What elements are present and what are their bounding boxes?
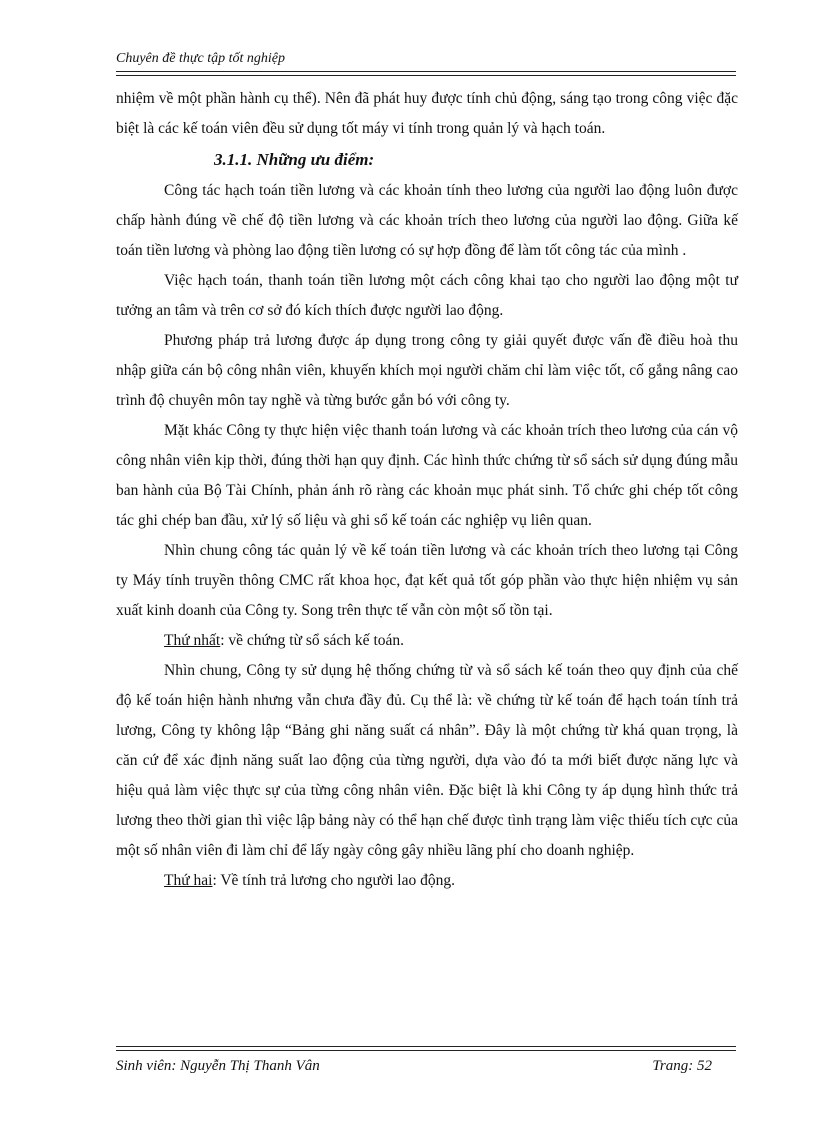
second-point-label: Thứ hai <box>164 872 213 889</box>
header-divider <box>116 71 736 76</box>
paragraph-3: Phương pháp trả lương được áp dụng trong công ty giải quyết được vấn đề điều hoà thu nhập giữa cán bộ công nhân viên, khuyến khích mọi người chăm chỉ làm việc tốt, cố gắng nâng cao trình độ chuyên môn tay nghề và từng bước gắn bó với công ty. <box>116 332 738 409</box>
section-heading: 3.1.1. Những ưu điểm: <box>214 150 375 169</box>
paragraph-continuation: nhiệm về một phần hành cụ thể). Nên đã phát huy được tính chủ động, sáng tạo trong công việc đặc biệt là các kế toán viên đều sử dụng tốt máy vi tính trong quản lý và hạch toán. <box>116 90 738 137</box>
document-title: Chuyên đề thực tập tốt nghiệp <box>116 51 285 66</box>
paragraph-2: Việc hạch toán, thanh toán tiền lương một cách công khai tạo cho người lao động một tư tưởng an tâm và trên cơ sở đó kích thích được người lao động. <box>116 272 738 319</box>
page-header <box>116 50 736 68</box>
paragraph-7: Nhìn chung, Công ty sử dụng hệ thống chứng từ và sổ sách kế toán theo quy định của chế độ kế toán hiện hành nhưng vẫn chưa đầy đủ. Cụ thể là: về chứng từ kế toán để hạch toán tính trả lương, Công ty không lập “Bảng ghi năng suất cá nhân”. Đây là một chứng từ khá quan trọng, là căn cứ để xác định năng suất lao động của từng người, dựa vào đó ta mới biết được năng lực và hiệu quả làm việc thực sự của từng công nhân viên. Đặc biệt là khi Công ty áp dụng hình thức trả lương theo thời gian thì việc lập bảng này có thể hạn chế được tình trạng làm việc thiếu tích cực của một số nhân viên đi làm chỉ để lấy ngày công gây nhiều lãng phí cho doanh nghiệp. <box>116 662 738 859</box>
student-name: Sinh viên: Nguyễn Thị Thanh Vân <box>116 1058 320 1074</box>
footer-divider <box>116 1046 736 1051</box>
first-point-label: Thứ nhất <box>164 632 221 649</box>
page-number: Trang: 52 <box>652 1058 712 1074</box>
document-body <box>116 84 738 896</box>
paragraph-1: Công tác hạch toán tiền lương và các khoản tính theo lương của người lao động luôn được chấp hành đúng về chế độ tiền lương và các khoản trích theo lương của người lao động. Giữa kế toán tiền lương và phòng lao động tiền lương có sự hợp đồng để làm tốt công tác của mình . <box>116 182 738 259</box>
paragraph-first-point <box>116 626 738 656</box>
paragraph-5: Nhìn chung công tác quản lý về kế toán tiền lương và các khoản trích theo lương tại Công ty Máy tính truyền thông CMC rất khoa học, đạt kết quả tốt góp phần vào thực hiện nhiệm vụ sản xuất kinh doanh của Công ty. Song trên thực tế vẫn còn một số tồn tại. <box>116 542 738 619</box>
first-point-text: : về chứng từ sổ sách kế toán. <box>220 632 405 649</box>
paragraph-second-point <box>116 866 738 896</box>
paragraph-4: Mặt khác Công ty thực hiện việc thanh toán lương và các khoản trích theo lương của cán vộ công nhân viên kịp thời, đúng thời hạn quy định. Các hình thức chứng từ sổ sách sử dụng đúng mẫu ban hành của Bộ Tài Chính, phản ánh rõ ràng các khoản mục phát sinh. Tổ chức ghi chép tốt công tác ghi chép ban đầu, xử lý số liệu và ghi sổ kế toán các nghiệp vụ liên quan. <box>116 422 738 529</box>
second-point-text: : Về tính trả lương cho người lao động. <box>212 872 455 889</box>
